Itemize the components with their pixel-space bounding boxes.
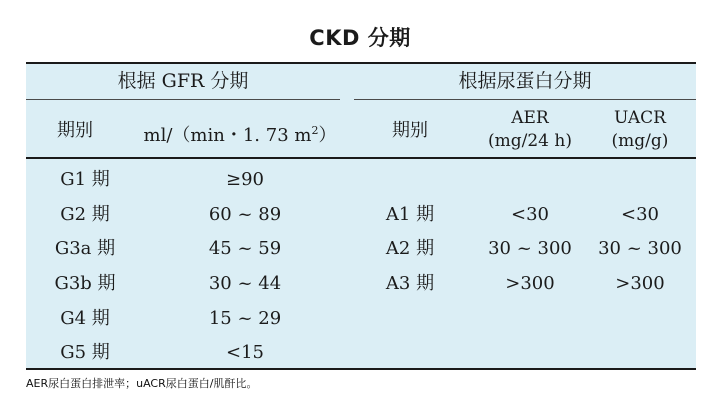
gfr-stage-cell: G3a 期 (54, 238, 116, 259)
gfr-value-cell: <15 (226, 342, 264, 363)
aer-value-cell: >300 (505, 273, 555, 294)
gfr-stage-cell: G3b 期 (54, 273, 116, 294)
uacr-header-unit: (mg/g) (611, 131, 669, 151)
aer-header-name: AER (511, 108, 549, 128)
gfr-stage-cell: G1 期 (60, 169, 110, 190)
aer-header-unit: (mg/24 h) (488, 131, 572, 151)
gfr-group-rule (26, 99, 340, 100)
aer-value-cell: <30 (511, 204, 549, 225)
gfr-value-cell: 60 ~ 89 (208, 204, 282, 225)
gfr-value-cell: 15 ~ 29 (208, 308, 282, 329)
gfr-group-header: 根据 GFR 分期 (117, 70, 249, 92)
gfr-value-column-header (135, 121, 345, 146)
uacr-column-header (590, 107, 690, 153)
gfr-stage-cell: G2 期 (60, 204, 110, 225)
gfr-unit-close: ） (318, 125, 337, 146)
aer-column-header (470, 107, 590, 153)
gfr-value-cell: 45 ~ 59 (208, 238, 282, 259)
gfr-unit-superscript: 2 (311, 124, 319, 137)
protein-stage-cell: A1 期 (385, 204, 435, 225)
gfr-stage-cell: G4 期 (60, 308, 110, 329)
uacr-value-cell: 30 ~ 300 (598, 238, 682, 259)
aer-value-cell: 30 ~ 300 (488, 238, 572, 259)
header-rule (26, 157, 696, 159)
gfr-stage-cell: G5 期 (60, 342, 110, 363)
uacr-value-cell: <30 (621, 204, 659, 225)
table-title: CKD 分期 (309, 26, 411, 50)
bottom-rule (26, 368, 696, 370)
protein-stage-cell: A3 期 (385, 273, 435, 294)
protein-group-rule (354, 99, 696, 100)
gfr-value-cell: ≥90 (226, 169, 264, 190)
table-footnote: AER尿白蛋白排泄率；uACR尿白蛋白/肌酐比。 (26, 377, 258, 390)
gfr-stage-column-header: 期别 (57, 120, 93, 141)
top-rule (26, 62, 696, 64)
gfr-value-cell: 30 ~ 44 (208, 273, 282, 294)
protein-group-header: 根据尿蛋白分期 (458, 70, 592, 92)
protein-stage-cell: A2 期 (385, 238, 435, 259)
uacr-header-name: UACR (614, 108, 666, 128)
uacr-value-cell: >300 (615, 273, 665, 294)
protein-stage-column-header: 期别 (392, 120, 428, 141)
gfr-unit-text: ml/（min・1. 73 m (143, 125, 312, 146)
